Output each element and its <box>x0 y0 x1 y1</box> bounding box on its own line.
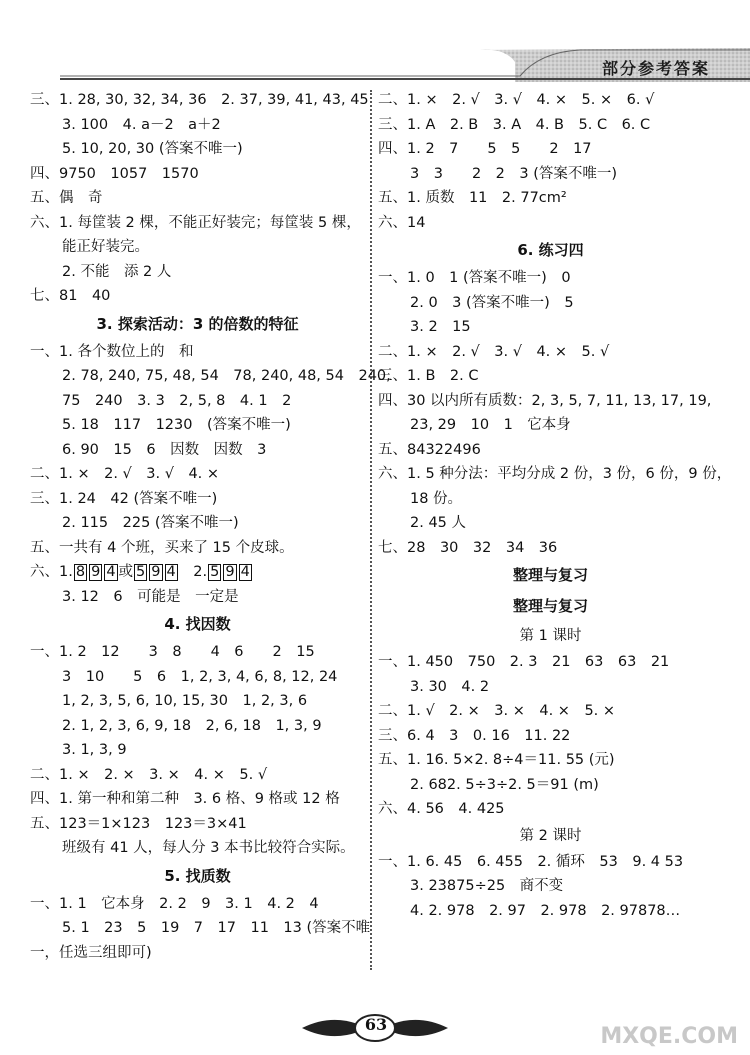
answer-line: 六、1. 每筐装 2 棵，不能正好装完；每筐装 5 棵， <box>30 214 361 231</box>
answer-line: 二、1. × 2. √ 3. √ 4. × <box>30 466 220 482</box>
answer-line: 五、123＝1×123 123＝3×41 <box>30 815 247 832</box>
answer-line: 2. 682. 5÷3÷2. 5＝91 (m) <box>410 776 599 793</box>
answer-line: 5. 18 117 1230 (答案不唯一) <box>62 417 291 433</box>
answer-line: 四、9750 1057 1570 <box>30 165 199 182</box>
answer-line: 4. 2. 978 2. 97 2. 978 2. 97878… <box>410 902 681 919</box>
answer-line: 2. 1, 2, 3, 6, 9, 18 2, 6, 18 1, 3, 9 <box>62 717 322 734</box>
section-title: 整理与复习 <box>512 597 588 615</box>
digit-box: 4 <box>240 564 250 580</box>
answer-line: 五、1. 16. 5×2. 8÷4＝11. 55 (元) <box>378 752 615 768</box>
answer-line: 一、1. 450 750 2. 3 21 63 63 21 <box>378 654 670 670</box>
answer-line: 18 份。 <box>410 490 463 507</box>
answer-line <box>30 560 365 585</box>
column-divider <box>370 90 372 970</box>
answer-line: 一，任选三组即可) <box>30 944 152 961</box>
answer-line: 5. 1 23 5 19 7 17 11 13 (答案不唯 <box>62 920 371 936</box>
section-title: 6. 练习四 <box>517 241 584 259</box>
lesson-subtitle: 第 2 课时 <box>519 827 582 844</box>
answer-line: 五、偶 奇 <box>30 190 103 206</box>
answer-line: 六、14 <box>378 214 426 231</box>
answer-line: 七、28 30 32 34 36 <box>378 539 558 556</box>
answer-line: 5. 10, 20, 30 (答案不唯一) <box>62 141 243 157</box>
answer-line: 五、一共有 4 个班，买来了 15 个皮球。 <box>30 539 294 556</box>
answer-line: 三、1. 24 42 (答案不唯一) <box>30 490 218 507</box>
answer-line: 六、1. 5 种分法：平均分成 2 份，3 份，6 份，9 份， <box>378 466 732 482</box>
digit-box: 9 <box>91 564 101 580</box>
answer-line: 二、1. √ 2. × 3. × 4. × 5. × <box>378 703 616 719</box>
answer-line: 一、1. 6. 45 6. 455 2. 循环 53 9. 4 53 <box>378 853 684 870</box>
section-title: 3. 探索活动：3 的倍数的特征 <box>96 314 299 333</box>
digit-box: 5 <box>210 564 220 580</box>
answer-line: 一、1. 2 12 3 8 4 6 2 15 <box>30 644 315 660</box>
answer-line: 五、84322496 <box>378 441 481 458</box>
answer-line: 七、81 40 <box>30 288 111 304</box>
answer-line: 班级有 41 人，每人分 3 本书比较符合实际。 <box>62 840 355 856</box>
answer-line: 2. 78, 240, 75, 48, 54 78, 240, 48, 54 240, <box>62 368 391 384</box>
answer-line: 四、1. 第一种和第二种 3. 6 格、9 格或 12 格 <box>30 791 340 807</box>
answer-line: 3. 12 6 可能是 一定是 <box>62 588 239 605</box>
answer-line: 2. 0 3 (答案不唯一) 5 <box>410 294 574 311</box>
answer-line: 三、1. B 2. C <box>378 368 479 384</box>
header-title: 部分参考答案 <box>601 59 710 78</box>
answer-line: 2. 不能 添 2 人 <box>62 263 172 280</box>
answer-line: 2. 45 人 <box>410 515 467 531</box>
answer-line: 6. 90 15 6 因数 因数 3 <box>62 441 267 458</box>
answer-text: 六、1. <box>30 564 73 580</box>
digit-box: 9 <box>225 564 235 580</box>
section-title: 5. 找质数 <box>164 866 231 885</box>
right-column <box>378 88 732 923</box>
answer-line: 23, 29 10 1 它本身 <box>410 417 571 433</box>
digit-box: 5 <box>136 564 146 580</box>
section-title: 整理与复习 <box>512 566 588 584</box>
digit-box: 8 <box>75 564 86 580</box>
answer-line: 六、4. 56 4. 425 <box>378 801 505 817</box>
answer-line: 3 3 2 2 3 (答案不唯一) <box>410 165 618 182</box>
digit-box: 4 <box>166 564 176 580</box>
answer-line: 75 240 3. 3 2, 5, 8 4. 1 2 <box>62 392 292 409</box>
answer-line: 四、30 以内所有质数：2, 3, 5, 7, 11, 13, 17, 19, <box>378 392 712 409</box>
answer-line: 3. 23875÷25 商不变 <box>410 878 564 894</box>
answer-line: 三、6. 4 3 0. 16 11. 22 <box>378 727 571 744</box>
lesson-subtitle: 第 1 课时 <box>519 628 582 644</box>
answer-line: 一、1. 0 1 (答案不唯一) 0 <box>378 270 571 286</box>
answer-text: 2. <box>178 564 208 580</box>
digit-box: 9 <box>151 564 161 580</box>
digit-box: 4 <box>106 564 116 580</box>
answer-line: 3. 100 4. a－2 a＋2 <box>62 116 221 133</box>
answer-line: 能正好装完。 <box>62 239 149 255</box>
answer-line: 一、1. 1 它本身 2. 2 9 3. 1 4. 2 4 <box>30 895 319 912</box>
watermark: MXQE.COM <box>600 1024 738 1049</box>
answer-line: 三、1. A 2. B 3. A 4. B 5. C 6. C <box>378 116 651 133</box>
answer-line: 五、1. 质数 11 2. 77cm² <box>378 190 567 206</box>
answer-line: 3. 2 15 <box>410 319 471 335</box>
answer-text: 或 <box>118 564 134 580</box>
answer-line: 四、1. 2 7 5 5 2 17 <box>378 141 592 157</box>
answer-line: 二、1. × 2. × 3. × 4. × 5. √ <box>30 766 268 783</box>
answer-line: 2. 115 225 (答案不唯一) <box>62 515 239 531</box>
section-title: 4. 找因数 <box>164 615 231 633</box>
page-number: 63 <box>364 1015 388 1034</box>
answer-line: 3. 30 4. 2 <box>410 678 490 695</box>
answer-line: 3. 1, 3, 9 <box>62 742 127 758</box>
answer-line: 二、1. × 2. √ 3. √ 4. × 5. × 6. √ <box>378 92 655 108</box>
answer-line: 3 10 5 6 1, 2, 3, 4, 6, 8, 12, 24 <box>62 668 338 685</box>
answer-line: 1, 2, 3, 5, 6, 10, 15, 30 1, 2, 3, 6 <box>62 693 308 709</box>
answer-line: 二、1. × 2. √ 3. √ 4. × 5. √ <box>378 343 610 360</box>
answer-line: 三、1. 28, 30, 32, 34, 36 2. 37, 39, 41, 43, 45 <box>30 92 369 108</box>
left-column <box>30 88 391 965</box>
answer-line: 一、1. 各个数位上的 和 <box>30 343 194 360</box>
